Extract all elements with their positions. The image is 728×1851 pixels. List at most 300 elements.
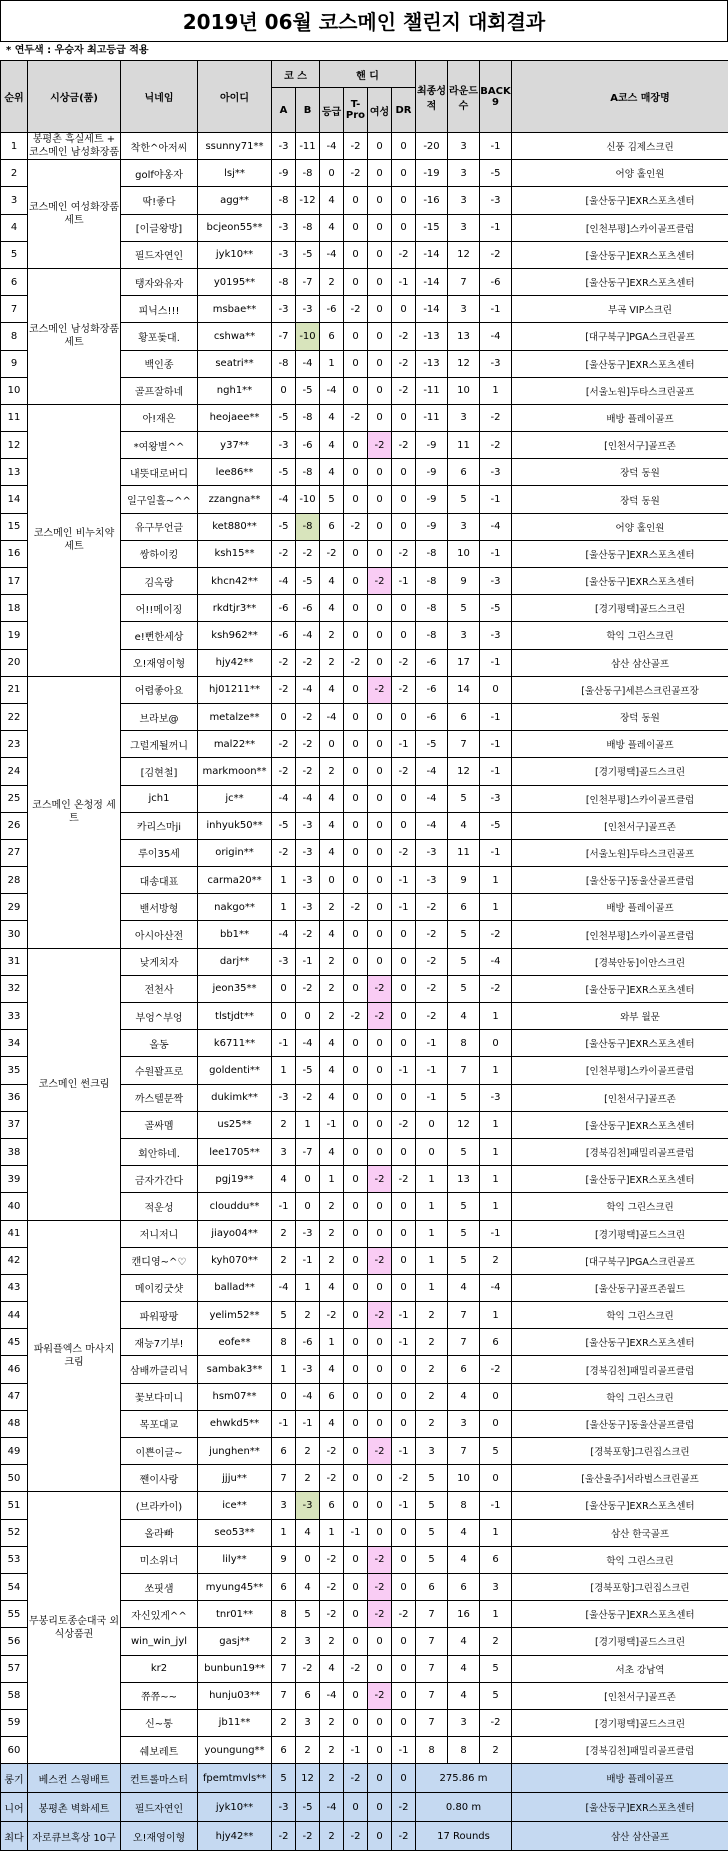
final-cell: 7 (416, 1709, 448, 1736)
final-cell: -8 (416, 540, 448, 567)
course-b-cell: -2 (296, 540, 320, 567)
dr-cell: -2 (392, 1601, 416, 1628)
id-cell: metalze** (198, 703, 272, 730)
tpro-cell: 0 (344, 921, 368, 948)
course-b-cell: -6 (296, 595, 320, 622)
grade-cell: 2 (320, 1764, 344, 1793)
course-b-cell: 1 (296, 1274, 320, 1301)
female-cell: 0 (368, 758, 392, 785)
rounds-cell: 12 (448, 1111, 480, 1138)
shop-cell: [울산동구]EXR스포츠센터 (512, 241, 728, 268)
course-a-cell: -5 (272, 513, 296, 540)
tpro-cell: 0 (344, 622, 368, 649)
nickname-cell: jch1 (121, 785, 198, 812)
final-cell: -1 (416, 1057, 448, 1084)
id-cell: carma20** (198, 867, 272, 894)
course-b-cell: -2 (296, 731, 320, 758)
prize-cell: 코스메인 남성화장품 세트 (28, 268, 121, 404)
id-cell: jyk10** (198, 241, 272, 268)
grade-cell: -1 (320, 1111, 344, 1138)
female-cell: 0 (368, 241, 392, 268)
table-row (1, 133, 728, 160)
shop-cell: [울산동구]골프존월드 (512, 1274, 728, 1301)
id-cell: y37** (198, 432, 272, 459)
female-cell: 0 (368, 812, 392, 839)
id-cell: gasj** (198, 1628, 272, 1655)
rounds-cell: 3 (448, 160, 480, 187)
grade-cell: -2 (320, 1601, 344, 1628)
header-rounds: 라운드수 (448, 61, 480, 133)
id-cell: hjy42** (198, 1822, 272, 1851)
female-cell: 0 (368, 1274, 392, 1301)
tpro-cell: -1 (344, 1519, 368, 1546)
id-cell: jyk10** (198, 1793, 272, 1822)
id-cell: lsj** (198, 160, 272, 187)
tpro-cell: 0 (344, 486, 368, 513)
special-award-row (1, 1793, 728, 1822)
female-cell: 0 (368, 296, 392, 323)
female-cell: 0 (368, 1057, 392, 1084)
final-cell: 6 (416, 1573, 448, 1600)
nickname-cell: 부엉^부엉 (121, 1003, 198, 1030)
course-b-cell: -4 (296, 1030, 320, 1057)
female-cell: 0 (368, 540, 392, 567)
course-b-cell: -3 (296, 296, 320, 323)
award-result-cell: 275.86 m (416, 1764, 512, 1793)
course-a-cell: -3 (272, 133, 296, 160)
tpro-cell: 0 (344, 1302, 368, 1329)
dr-cell: 0 (392, 785, 416, 812)
dr-cell: 0 (392, 1030, 416, 1057)
rank-cell: 6 (1, 268, 28, 295)
rank-cell: 54 (1, 1573, 28, 1600)
tpro-cell: 0 (344, 187, 368, 214)
dr-cell: -1 (392, 1438, 416, 1465)
tpro-cell: 0 (344, 703, 368, 730)
course-a-cell: 2 (272, 1111, 296, 1138)
tpro-cell: 0 (344, 1438, 368, 1465)
female-cell: -2 (368, 1247, 392, 1274)
back9-cell: 6 (480, 1546, 512, 1573)
shop-cell: [인천부평]스카이골프클럽 (512, 921, 728, 948)
shop-cell: [경북안동]이안스크린 (512, 948, 728, 975)
female-cell: 0 (368, 1465, 392, 1492)
course-a-cell: 3 (272, 1138, 296, 1165)
shop-cell: 어양 홀인원 (512, 513, 728, 540)
nickname-cell: 탱자와유자 (121, 268, 198, 295)
dr-cell: 0 (392, 1247, 416, 1274)
nickname-cell: 컨트롤마스터 (121, 1764, 198, 1793)
female-cell: 0 (368, 323, 392, 350)
nickname-cell: 전천사 (121, 975, 198, 1002)
course-a-cell: 6 (272, 1737, 296, 1764)
back9-cell: -1 (480, 133, 512, 160)
course-b-cell: 0 (296, 1166, 320, 1193)
course-a-cell: 1 (272, 1356, 296, 1383)
rounds-cell: 4 (448, 1383, 480, 1410)
header-prize: 시상금(품) (28, 61, 121, 133)
rounds-cell: 5 (448, 948, 480, 975)
course-a-cell: 5 (272, 1302, 296, 1329)
grade-cell: -2 (320, 1438, 344, 1465)
shop-cell: [경기평택]골드스크린 (512, 758, 728, 785)
id-cell: hjy42** (198, 649, 272, 676)
female-cell: 0 (368, 268, 392, 295)
rounds-cell: 10 (448, 1465, 480, 1492)
shop-cell: [인천서구]골프존 (512, 432, 728, 459)
dr-cell: 0 (392, 1138, 416, 1165)
rounds-cell: 4 (448, 1628, 480, 1655)
nickname-cell: 피닉스!!! (121, 296, 198, 323)
tpro-cell: 0 (344, 1709, 368, 1736)
id-cell: nakgo** (198, 894, 272, 921)
shop-cell: [울산동구]동울산골프클럽 (512, 867, 728, 894)
female-cell: 0 (368, 486, 392, 513)
course-a-cell: -2 (272, 839, 296, 866)
shop-cell: [인천부평]스카이골프클럽 (512, 1057, 728, 1084)
course-a-cell: 4 (272, 1166, 296, 1193)
prize-cell: 코스메인 썬크림 (28, 948, 121, 1220)
back9-cell: 5 (480, 1682, 512, 1709)
tpro-cell: 0 (344, 1193, 368, 1220)
back9-cell: -1 (480, 1492, 512, 1519)
final-cell: 1 (416, 1220, 448, 1247)
female-cell: 0 (368, 622, 392, 649)
back9-cell: -1 (480, 214, 512, 241)
rank-cell: 13 (1, 459, 28, 486)
back9-cell: -4 (480, 948, 512, 975)
grade-cell: 5 (320, 486, 344, 513)
tpro-cell: -2 (344, 1822, 368, 1851)
nickname-cell: 쏘핏샘 (121, 1573, 198, 1600)
grade-cell: -2 (320, 1302, 344, 1329)
course-a-cell: 8 (272, 1329, 296, 1356)
shop-cell: [서울노원]두타스크린골프 (512, 839, 728, 866)
rank-cell: 37 (1, 1111, 28, 1138)
dr-cell: -2 (392, 1166, 416, 1193)
back9-cell: 1 (480, 377, 512, 404)
dr-cell: -1 (392, 1737, 416, 1764)
id-cell: lee1705** (198, 1138, 272, 1165)
id-cell: seo53** (198, 1519, 272, 1546)
tpro-cell: 0 (344, 1383, 368, 1410)
tpro-cell: 0 (344, 731, 368, 758)
female-cell: 0 (368, 1084, 392, 1111)
rounds-cell: 14 (448, 676, 480, 703)
grade-cell: 4 (320, 839, 344, 866)
dr-cell: -2 (392, 649, 416, 676)
course-b-cell: 6 (296, 1682, 320, 1709)
shop-cell: [경북김천]패밀리골프클럽 (512, 1356, 728, 1383)
header-id: 아이디 (198, 61, 272, 133)
header-handi-dr: DR (392, 88, 416, 133)
award-result-cell: 17 Rounds (416, 1822, 512, 1851)
back9-cell: 0 (480, 1410, 512, 1437)
grade-cell: 6 (320, 1492, 344, 1519)
results-table (0, 60, 728, 1851)
grade-cell: -2 (320, 540, 344, 567)
course-b-cell: -7 (296, 268, 320, 295)
dr-cell: -1 (392, 731, 416, 758)
back9-cell: 1 (480, 1302, 512, 1329)
nickname-cell: [김현철] (121, 758, 198, 785)
final-cell: -2 (416, 921, 448, 948)
dr-cell: 0 (392, 1709, 416, 1736)
course-a-cell: 6 (272, 1438, 296, 1465)
rank-cell: 41 (1, 1220, 28, 1247)
grade-cell: 4 (320, 432, 344, 459)
rounds-cell: 13 (448, 323, 480, 350)
tpro-cell: 0 (344, 1546, 368, 1573)
course-b-cell: 4 (296, 1519, 320, 1546)
dr-cell: 0 (392, 1003, 416, 1030)
back9-cell: -1 (480, 649, 512, 676)
grade-cell: 0 (320, 731, 344, 758)
rank-cell: 56 (1, 1628, 28, 1655)
rank-cell: 51 (1, 1492, 28, 1519)
dr-cell: -1 (392, 1492, 416, 1519)
course-b-cell: -8 (296, 160, 320, 187)
tpro-cell: 0 (344, 1220, 368, 1247)
shop-cell: [경북김천]패밀리골프클럽 (512, 1138, 728, 1165)
course-a-cell: -8 (272, 187, 296, 214)
rounds-cell: 13 (448, 1166, 480, 1193)
female-cell: 0 (368, 1793, 392, 1822)
course-b-cell: -3 (296, 1356, 320, 1383)
course-a-cell: 1 (272, 894, 296, 921)
rounds-cell: 6 (448, 703, 480, 730)
shop-cell: 학익 그린스크린 (512, 622, 728, 649)
back9-cell: -3 (480, 622, 512, 649)
shop-cell: [울산동구]EXR스포츠센터 (512, 187, 728, 214)
rounds-cell: 3 (448, 1410, 480, 1437)
rounds-cell: 10 (448, 377, 480, 404)
grade-cell: -2 (320, 1465, 344, 1492)
course-a-cell: -7 (272, 323, 296, 350)
rounds-cell: 10 (448, 540, 480, 567)
id-cell: ksh15** (198, 540, 272, 567)
course-b-cell: 2 (296, 1438, 320, 1465)
nickname-cell: 루이35세 (121, 839, 198, 866)
table-row (1, 948, 728, 975)
final-cell: 1 (416, 1166, 448, 1193)
rank-cell: 31 (1, 948, 28, 975)
course-b-cell: -4 (296, 622, 320, 649)
course-a-cell: 0 (272, 975, 296, 1002)
nickname-cell: 어렵좋아요 (121, 676, 198, 703)
back9-cell: -5 (480, 160, 512, 187)
nickname-cell: 브라보@ (121, 703, 198, 730)
final-cell: 2 (416, 1356, 448, 1383)
shop-cell: [울산동구]EXR스포츠센터 (512, 1111, 728, 1138)
id-cell: ngh1** (198, 377, 272, 404)
female-cell: 0 (368, 1655, 392, 1682)
back9-cell: -3 (480, 1084, 512, 1111)
female-cell: -2 (368, 975, 392, 1002)
female-cell: 0 (368, 1519, 392, 1546)
back9-cell: -3 (480, 785, 512, 812)
tpro-cell: 0 (344, 268, 368, 295)
final-cell: 1 (416, 1247, 448, 1274)
prize-cell: 코스메인 여성화장품 세트 (28, 160, 121, 269)
tpro-cell: 0 (344, 1111, 368, 1138)
rank-cell: 58 (1, 1682, 28, 1709)
rounds-cell: 12 (448, 350, 480, 377)
rank-cell: 52 (1, 1519, 28, 1546)
id-cell: jjju** (198, 1465, 272, 1492)
rounds-cell: 6 (448, 1356, 480, 1383)
tpro-cell: 0 (344, 1682, 368, 1709)
table-row (1, 160, 728, 187)
special-award-row (1, 1822, 728, 1851)
dr-cell: -2 (392, 758, 416, 785)
back9-cell: -2 (480, 1356, 512, 1383)
dr-cell: 0 (392, 948, 416, 975)
course-a-cell: -3 (272, 214, 296, 241)
back9-cell: 0 (480, 1030, 512, 1057)
id-cell: mal22** (198, 731, 272, 758)
shop-cell: [울산동구]EXR스포츠센터 (512, 1601, 728, 1628)
grade-cell: 4 (320, 785, 344, 812)
rounds-cell: 11 (448, 432, 480, 459)
grade-cell: 4 (320, 1057, 344, 1084)
back9-cell: -3 (480, 350, 512, 377)
rounds-cell: 9 (448, 568, 480, 595)
back9-cell: 1 (480, 894, 512, 921)
nickname-cell: kr2 (121, 1655, 198, 1682)
final-cell: -2 (416, 948, 448, 975)
rounds-cell: 5 (448, 975, 480, 1002)
final-cell: -3 (416, 839, 448, 866)
grade-cell: 4 (320, 1030, 344, 1057)
rank-cell: 44 (1, 1302, 28, 1329)
tpro-cell: 0 (344, 676, 368, 703)
id-cell: bb1** (198, 921, 272, 948)
course-b-cell: -11 (296, 133, 320, 160)
course-b-cell: 2 (296, 1302, 320, 1329)
shop-cell: 학익 그린스크린 (512, 1546, 728, 1573)
grade-cell: 2 (320, 975, 344, 1002)
rounds-cell: 3 (448, 133, 480, 160)
course-a-cell: 6 (272, 1573, 296, 1600)
back9-cell: 1 (480, 1057, 512, 1084)
female-cell: 0 (368, 595, 392, 622)
grade-cell: 4 (320, 1138, 344, 1165)
final-cell: -9 (416, 459, 448, 486)
tpro-cell: 0 (344, 377, 368, 404)
nickname-cell: 짼이사랑 (121, 1465, 198, 1492)
course-a-cell: -1 (272, 1193, 296, 1220)
dr-cell: -1 (392, 1302, 416, 1329)
header-rank: 순위 (1, 61, 28, 133)
award-label-cell: 니어 (1, 1793, 28, 1822)
female-cell: -2 (368, 1302, 392, 1329)
tpro-cell: 0 (344, 323, 368, 350)
course-a-cell: -4 (272, 486, 296, 513)
tpro-cell: 0 (344, 1356, 368, 1383)
course-a-cell: -3 (272, 296, 296, 323)
course-a-cell: -3 (272, 1084, 296, 1111)
rank-cell: 11 (1, 404, 28, 431)
shop-cell: 배방 플레이골프 (512, 1764, 728, 1793)
back9-cell: -2 (480, 404, 512, 431)
rank-cell: 45 (1, 1329, 28, 1356)
rounds-cell: 4 (448, 1546, 480, 1573)
nickname-cell: 내뜻대로버디 (121, 459, 198, 486)
rounds-cell: 5 (448, 921, 480, 948)
dr-cell: 0 (392, 1764, 416, 1793)
id-cell: lily** (198, 1546, 272, 1573)
grade-cell: 2 (320, 1822, 344, 1851)
back9-cell: -1 (480, 1220, 512, 1247)
rounds-cell: 8 (448, 1737, 480, 1764)
female-cell: 0 (368, 894, 392, 921)
course-a-cell: -2 (272, 758, 296, 785)
header-course-a: A (272, 88, 296, 133)
back9-cell: -3 (480, 187, 512, 214)
back9-cell: -3 (480, 568, 512, 595)
shop-cell: 장덕 동원 (512, 459, 728, 486)
rank-cell: 34 (1, 1030, 28, 1057)
nickname-cell: 유구무언글 (121, 513, 198, 540)
rank-cell: 39 (1, 1166, 28, 1193)
grade-cell: 1 (320, 350, 344, 377)
grade-cell: 4 (320, 1655, 344, 1682)
nickname-cell: 어!!메이징 (121, 595, 198, 622)
back9-cell: 2 (480, 1628, 512, 1655)
id-cell: kyh070** (198, 1247, 272, 1274)
shop-cell: 서초 강남역 (512, 1655, 728, 1682)
prize-cell: 봉평촌 흑실세트 + 코스메인 남성화장품 (28, 133, 121, 160)
id-cell: khcn42** (198, 568, 272, 595)
id-cell: jb11** (198, 1709, 272, 1736)
final-cell: 1 (416, 1274, 448, 1301)
shop-cell: [인천서구]골프존 (512, 1084, 728, 1111)
rank-cell: 1 (1, 133, 28, 160)
page-title: 2019년 06월 코스메인 챌린지 대회결과 (0, 0, 728, 42)
tpro-cell: 0 (344, 948, 368, 975)
course-b-cell: -4 (296, 350, 320, 377)
tpro-cell: 0 (344, 1247, 368, 1274)
female-cell: 0 (368, 703, 392, 730)
rounds-cell: 16 (448, 1601, 480, 1628)
id-cell: cshwa** (198, 323, 272, 350)
nickname-cell: 필드자연인 (121, 1793, 198, 1822)
id-cell: ket880** (198, 513, 272, 540)
rounds-cell: 6 (448, 459, 480, 486)
final-cell: -6 (416, 649, 448, 676)
grade-cell: 2 (320, 649, 344, 676)
course-b-cell: 12 (296, 1764, 320, 1793)
back9-cell: 1 (480, 1003, 512, 1030)
final-cell: -2 (416, 975, 448, 1002)
course-a-cell: -8 (272, 350, 296, 377)
back9-cell: -1 (480, 296, 512, 323)
shop-cell: [울산동구]EXR스포츠센터 (512, 350, 728, 377)
final-cell: 5 (416, 1546, 448, 1573)
final-cell: 7 (416, 1682, 448, 1709)
back9-cell: -6 (480, 268, 512, 295)
header-course: 코 스 (272, 61, 320, 88)
nickname-cell: 오!재영이형 (121, 1822, 198, 1851)
id-cell: y0195** (198, 268, 272, 295)
rank-cell: 53 (1, 1546, 28, 1573)
back9-cell: -5 (480, 595, 512, 622)
back9-cell: 0 (480, 676, 512, 703)
dr-cell: 0 (392, 622, 416, 649)
tpro-cell: 0 (344, 758, 368, 785)
course-b-cell: 1 (296, 1111, 320, 1138)
